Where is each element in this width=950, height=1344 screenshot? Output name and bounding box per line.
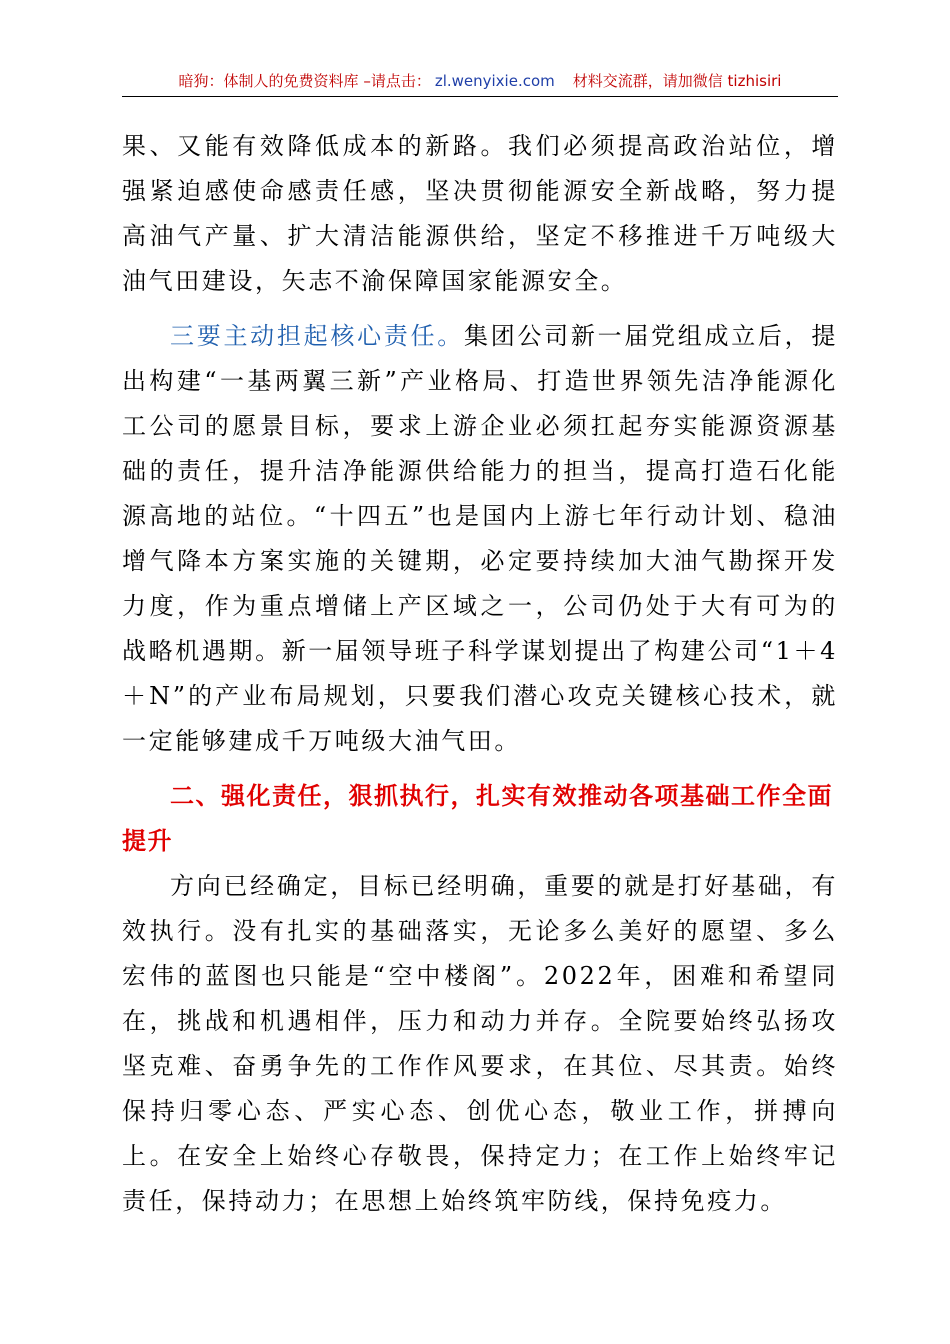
header-contact-text: 材料交流群，请加微信 tizhisiri bbox=[572, 72, 782, 90]
paragraph-continuation: 果、又能有效降低成本的新路。我们必须提高政治站位，增强紧迫感使命感责任感，坚决贯彻能源安全新战略，努力提高油气产量、扩大清洁能源供给，坚定不移推进千万吨级大油气田建设，矢志不渝保障国家能源安全。 bbox=[122, 132, 838, 295]
header-site-text: 暗狗：体制人的免费资料库 –请点击： bbox=[178, 72, 431, 90]
section-heading: 二、强化责任，狠抓执行，扎实有效推动各项基础工作全面提升 bbox=[122, 782, 833, 855]
paragraph-core-responsibility bbox=[122, 314, 838, 764]
document-body bbox=[122, 124, 838, 1224]
header-link[interactable]: zl.wenyixie.com bbox=[434, 72, 555, 90]
page-header bbox=[122, 70, 838, 96]
paragraph-execution: 方向已经确定，目标已经明确，重要的就是打好基础，有效执行。没有扎实的基础落实，无论多么美好的愿望、多么宏伟的蓝图也只能是“空中楼阁”。2022年，困难和希望同在，挑战和机遇相伴，压力和动力并存。全院要始终弘扬攻坚克难、奋勇争先的工作作风要求，在其位、尽其责。始终保持归零心态、严实心态、创优心态，敬业工作，拼搏向上。在安全上始终心存敬畏，保持定力；在工作上始终牢记责任，保持动力；在思想上始终筑牢防线，保持免疫力。 bbox=[122, 872, 838, 1215]
paragraph-lead-phrase: 三要主动担起核心责任。 bbox=[170, 322, 464, 350]
paragraph-body: 集团公司新一届党组成立后，提出构建“一基两翼三新”产业格局、打造世界领先洁净能源化工公司的愿景目标，要求上游企业必须扛起夯实能源资源基础的责任，提升洁净能源供给能力的担当，提高打造石化能源高地的站位。“十四五”也是国内上游七年行动计划、稳油增气降本方案实施的关键期，必定要持续加大油气勘探开发力度，作为重点增储上产区域之一，公司仍处于大有可为的战略机遇期。新一届领导班子科学谋划提出了构建公司“1＋4＋N”的产业布局规划，只要我们潜心攻克关键核心技术，就一定能够建成千万吨级大油气田。 bbox=[122, 322, 838, 755]
header-divider bbox=[122, 96, 838, 97]
